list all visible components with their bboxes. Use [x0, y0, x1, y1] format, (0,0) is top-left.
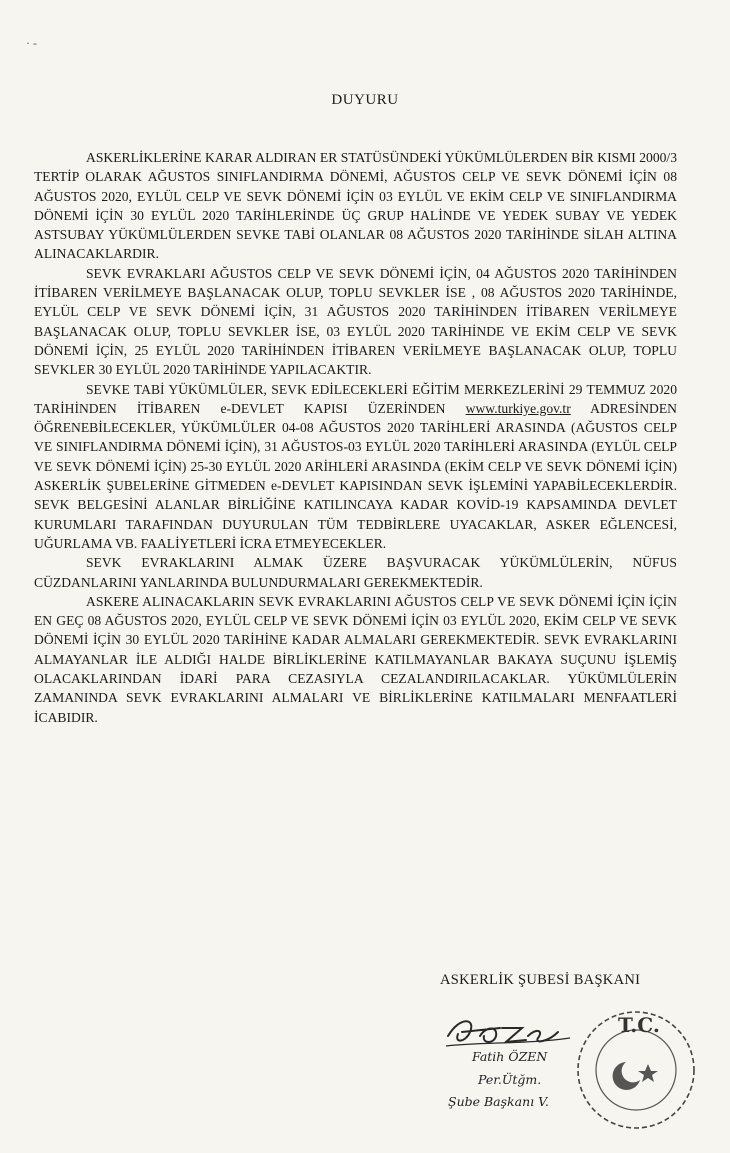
paragraph-4: [34, 553, 677, 592]
official-stamp: [556, 1002, 706, 1132]
signatory-role: ASKERLİK ŞUBESİ BAŞKANI: [440, 972, 641, 988]
document-title: DUYURU: [331, 92, 399, 108]
paragraph-5: [34, 592, 677, 727]
paragraph-2-text: SEVK EVRAKLARI AĞUSTOS CELP VE SEVK DÖNEMİ İÇİN, 04 AĞUSTOS 2020 TARİHİNDEN İTİBAREN VERİLMEYE BAŞLANACAK OLUP, TOPLU SEVKLER İSE , 08 AĞUSTOS 2020 TARİHİNDE, EYLÜL CELP VE SEVK DÖNEMİ İÇİN, 31 AĞUSTOS 2020 TARİHİNDEN İTİBAREN VERİLMEYE BAŞLANACAK OLUP, TOPLU SEVKLER İSE, 03 EYLÜL 2020 TARİHİNDE VE EKİM CELP VE SEVK DÖNEMİ İÇİN, 25 EYLÜL 2020 TARİHİNDEN İTİBAREN VERİLMEYE BAŞLANACAK OLUP, TOPLU SEVKLER 30 EYLÜL 2020 TARİHİNDE YAPILACAKTIR.: [34, 265, 677, 378]
signatory-position: Şube Başkanı V.: [448, 1094, 549, 1109]
website-link[interactable]: www.turkiye.gov.tr: [465, 400, 571, 416]
paragraph-3: [34, 380, 677, 554]
svg-text:T.C.: T.C.: [618, 1013, 660, 1037]
paragraph-3-text-end: ADRESİNDEN ÖĞRENEBİLECEKLER, YÜKÜMLÜLER 04-08 AĞUSTOS 2020 TARİHLERİ ARASINDA (AĞUSTOS CELP VE SINIFLANDIRMA DÖNEMİ İÇİN), 31 AĞUSTOS-03 EYLÜL 2020 TARİHLERİ ARASINDA (EYLÜL CELP VE SEVK DÖNEMİ İÇİN) 25-30 EYLÜL 2020 ARİHLERİ ARASINDA (EKİM CELP VE SEVK DÖNEMİ İÇİN) ASKERLİK ŞUBELERİNE GİTMEDEN e-DEVLET KAPISINDAN SEVK İŞLEMİNİ YAPABİLECEKLERDİR. SEVK BELGESİNİ ALANLAR BİRLİĞİNE KATILINCAYA KADAR KOVİD-19 KAPSAMINDA DEVLET KURUMLARI TARAFINDAN DUYURULAN TÜM TEDBİRLERE UYACAKLAR, ASKER EĞLENCESİ, UĞURLAMA VB. FAALİYETLERİ İCRA ETMEYECEKLER.: [34, 400, 677, 551]
signatory-name: Fatih ÖZEN: [472, 1049, 548, 1064]
paragraph-3-text-start: SEVKE TABİ YÜKÜMLÜLER, SEVK EDİLECEKLERİ EĞİTİM MERKEZLERİNİ 29 TEMMUZ 2020 TARİHİNDEN İTİBAREN e-DEVLET KAPISI ÜZERİNDEN: [34, 381, 677, 416]
paragraph-4-text: SEVK EVRAKLARINI ALMAK ÜZERE BAŞVURACAK YÜKÜMLÜLERİN, NÜFUS CÜZDANLARINI YANLARINDA BULUNDURMALARI GEREKMEKTEDİR.: [34, 555, 677, 590]
paragraph-1-text: ASKERLİKLERİNE KARAR ALDIRAN ER STATÜSÜNDEKİ YÜKÜMLÜLERDEN BİR KISMI 2000/3 TERTİP OLARAK AĞUSTOS SINIFLANDIRMA DÖNEMİ, AĞUSTOS CELP VE SEVK DÖNEMİ İÇİN 08 AĞUSTOS 2020, EYLÜL CELP VE SEVK DÖNEMİ İÇİN 03 EYLÜL VE EKİM CELP VE SINIFLANDIRMA DÖNEMİ İÇİN 30 EYLÜL 2020 TARİHLERİNDE ÜÇ GRUP HALİNDE VE YEDEK SUBAY VE YEDEK ASTSUBAY YÜKÜMLÜLERDEN SEVKE TABİ OLANLAR 08 AĞUSTOS 2020 TARİHİNDE SİLAH ALTINA ALINACAKLARDIR.: [34, 150, 677, 262]
paragraph-5-text: ASKERE ALINACAKLARIN SEVK EVRAKLARINI AĞUSTOS CELP VE SEVK DÖNEMİ İÇİN İÇİN EN GEÇ 08 AĞUSTOS 2020, EYLÜL CELP VE SEVK DÖNEMİ İÇİN 03 EYLÜL 2020, EKİM CELP VE SEVK DÖNEMİ İÇİN 30 EYLÜL 2020 TARİHİNE KADAR ALMALARI GEREKMEKTEDİR. SEVK EVRAKLARINI ALMAYANLAR İLE ALDIĞI HALDE BİRLİKLERİNE KATILMAYANLAR BAKAYA SUÇUNU İŞLEMİŞ OLACAKLARINDAN İDARİ PARA CEZASIYLA CEZALANDIRILACAKLAR. YÜKÜMLÜLERİN ZAMANINDA SEVK EVRAKLARINI ALMALARI VE BİRLİKLERİNE KATILMALARI MENFAATLERİ İCABIDIR.: [34, 593, 677, 725]
paragraph-1: [34, 148, 677, 264]
paragraph-2: [34, 264, 677, 380]
document-body: [34, 148, 677, 727]
scan-marks: · -: [26, 36, 37, 50]
signatory-rank: Per.Ütğm.: [478, 1072, 542, 1087]
